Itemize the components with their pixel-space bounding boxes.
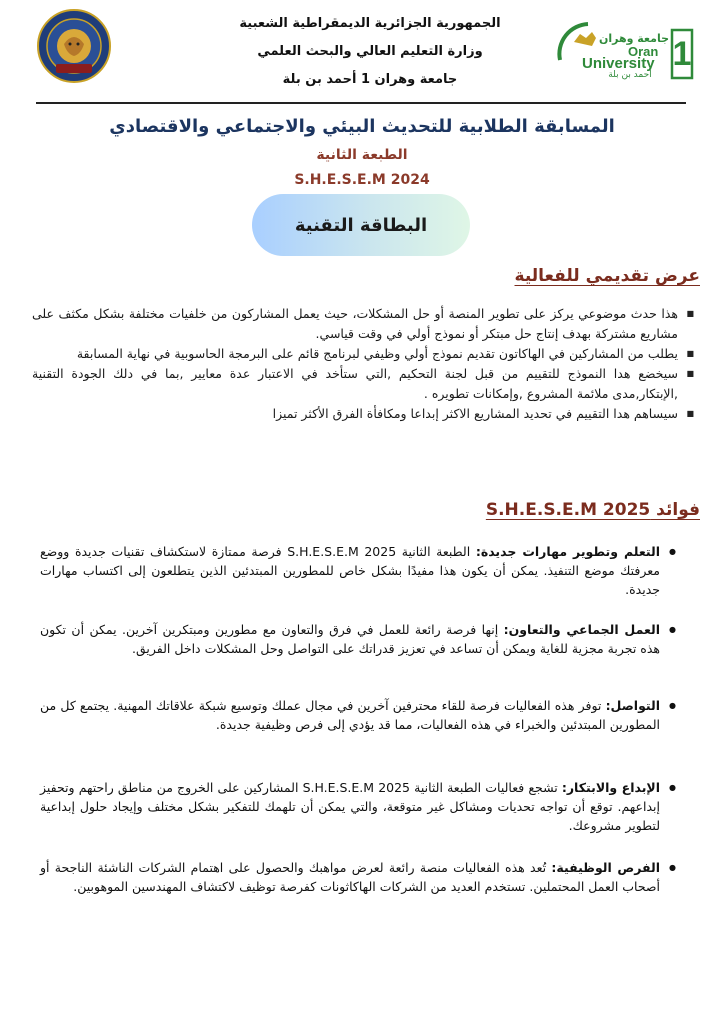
- section-presentation-heading: عرض تقديمي للفعالية: [514, 266, 700, 286]
- logo-latin-oran: Oran: [628, 44, 659, 59]
- presentation-list: [32, 304, 696, 424]
- section-benefits-heading: فوائد S.H.E.S.E.M 2025: [485, 500, 700, 520]
- logo-digit: 1: [672, 35, 692, 73]
- list-item: ■ سيخضع هدا النموذج للتقييم من قبل لجنة التحكيم ,التي ستأخد في الاعتبار عدة معايير ,بما في دلك الجودة التقنية ,الإبتكار,مدى ملائمة المشروع ,وإمكانات تطويره .: [32, 364, 696, 404]
- benefit-label: التعلم وتطوير مهارات جديدة:: [475, 544, 661, 559]
- benefit-label: العمل الجماعي والتعاون:: [503, 622, 660, 637]
- benefit-item: [40, 858, 678, 896]
- competition-title: المسابقة الطلابية للتحديث البيئي والاجتماعي والاقتصادي: [109, 116, 615, 137]
- logo-arabic-name: جامعة وهران: [598, 32, 670, 45]
- club-lion-seal-icon: [36, 8, 112, 84]
- list-item: ■ سيساهم هدا التقييم في تحديد المشاريع الاكثر إبداعا ومكافأة الفرق الأكثر تميزا: [32, 404, 696, 424]
- technical-card-badge: [252, 194, 470, 256]
- header-country: الجمهورية الجزائرية الديمقراطية الشعبية: [239, 16, 501, 31]
- benefit-item: [40, 542, 678, 599]
- logo-arabic-sub: أحمد بن بلة: [608, 70, 652, 80]
- benefit-text: الطبعة الثانية S.H.E.S.E.M 2025 فرصة ممتازة لاستكشاف تقنيات جديدة ووضع معرفتك موضع التنفيذ. يمكن أن يكون هذا مفيدًا بشكل خاص للمطورين المبتدئين الذين يتطلعون إلى اكتساب مهارات جديدة.: [40, 544, 660, 597]
- benefit-item: [40, 778, 678, 835]
- university-logo: [552, 12, 696, 82]
- header-divider: [36, 102, 686, 104]
- benefit-text: تُعد هذه الفعاليات منصة رائعة لعرض مواهبك والحصول على اهتمام الشركات الناشئة الناجحة أو أصحاب العمل المحتملين. تستخدم العديد من الشركات الهاكاثونات كفرصة توظيف لاكتشاف المهندسين الموهوبين.: [40, 860, 660, 894]
- benefit-label: التواصل:: [605, 698, 660, 713]
- technical-card-label: البطاقة التقنية: [294, 214, 428, 236]
- benefit-item: [40, 620, 678, 658]
- benefit-label: الإبداع والابتكار:: [561, 780, 661, 795]
- logo-latin-university: University: [582, 55, 655, 72]
- event-code: S.H.E.S.E.M 2024: [294, 172, 430, 188]
- benefit-item: [40, 696, 678, 734]
- header-university: جامعة وهران 1 أحمد بن بلة: [282, 72, 458, 87]
- benefit-text: توفر هذه الفعاليات فرصة للقاء محترفين آخرين في مجال عملك وتوسيع شبكة علاقاتك المهنية. يجتمع كل من المطورين المبتدئين والخبراء في هذه الفعاليات، مما قد يؤدي إلى فرص وظيفية جديدة.: [40, 698, 660, 732]
- benefit-text: إنها فرصة رائعة للعمل في فرق والتعاون مع مطورين ومبتكرين آخرين. يمكن أن تكون هذه تجربة مجزية للغاية ويمكن أن تساعد في تعزيز قدراتك على التواصل وحل المشكلات داخل الفريق.: [40, 622, 660, 656]
- edition-label: الطبعة الثانية: [316, 147, 408, 163]
- list-item: ■ هذا حدث موضوعي يركز على تطوير المنصة أو حل المشكلات، حيث يعمل المشاركون من خلفيات مختلفة بشكل مكثف على مشاريع مشتركة بهدف إنتاج حل مبتكر أو نموذج أولي في وقت قياسي.: [32, 304, 696, 344]
- header-block: [150, 10, 590, 94]
- benefit-label: الفرص الوظيفية:: [551, 860, 660, 875]
- list-item: ■ يطلب من المشاركين في الهاكاتون تقديم نموذج أولي وظيفي لبرنامج قائم على البرمجة الحاسوبية في نهاية المسابقة: [32, 344, 696, 364]
- benefit-text: تشجع فعاليات الطبعة الثانية S.H.E.S.E.M 2025 المشاركين على الخروج من مناطق راحتهم وتحفيز إبداعهم. توقع أن تواجه تحديات ومشاكل غير متوقعة، والتي يمكن أن تلهمك للتفكير بشكل مختلف وإيجاد حلول إبداعية لتطوير مشروعك.: [40, 780, 660, 833]
- header-ministry: وزارة التعليم العالي والبحث العلمي: [257, 44, 483, 59]
